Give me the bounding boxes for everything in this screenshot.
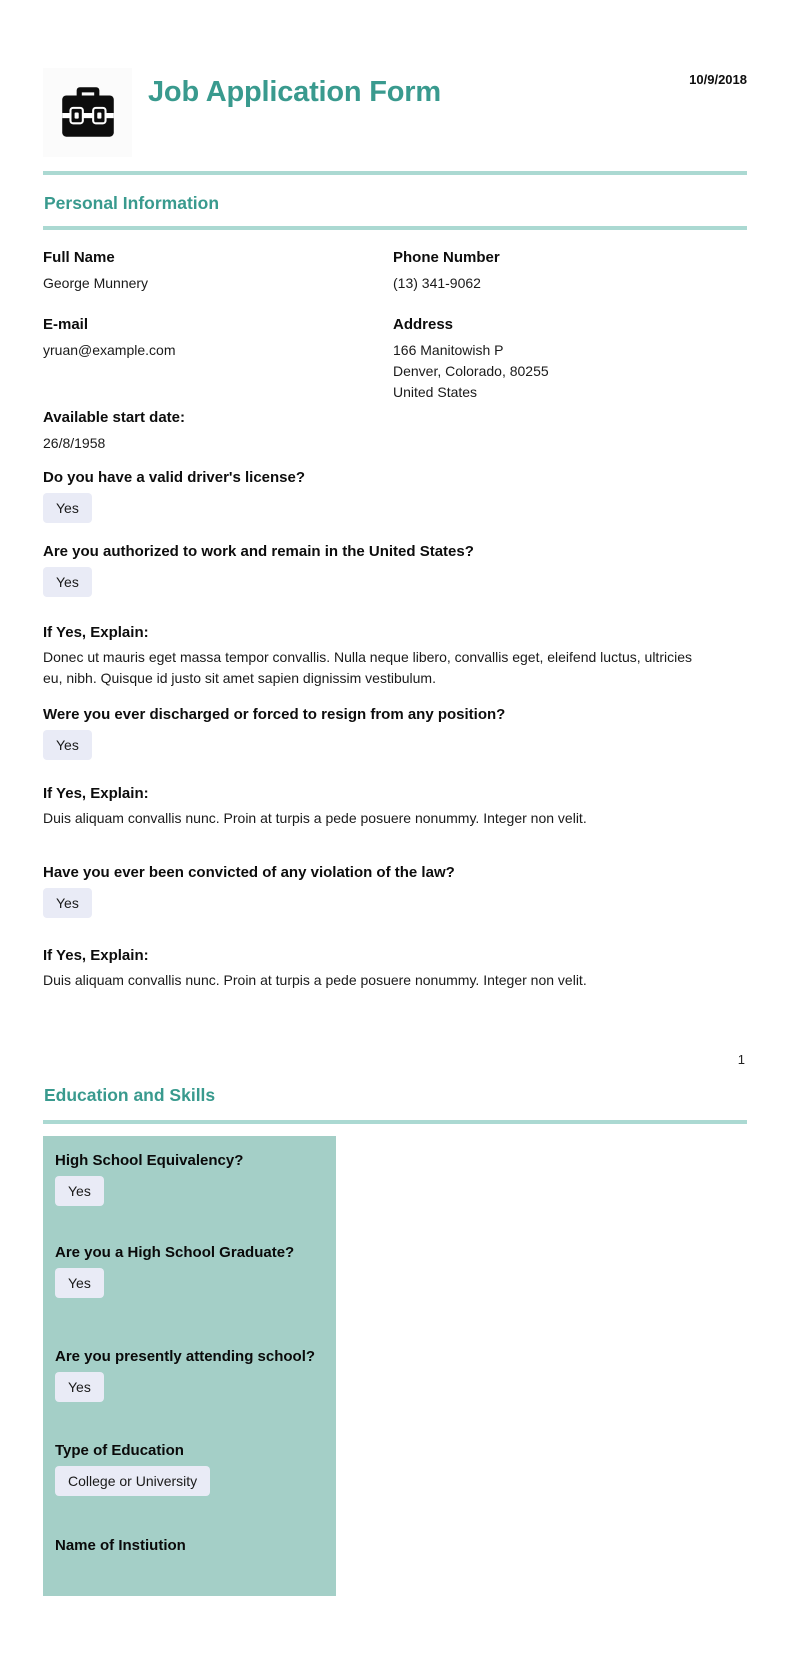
divider: [43, 1120, 747, 1124]
explain-label: If Yes, Explain:: [43, 947, 149, 964]
answer-chip-work-authorization[interactable]: Yes: [43, 567, 92, 597]
answer-chip-attending-school[interactable]: Yes: [55, 1372, 104, 1402]
answer-chip-drivers-license[interactable]: Yes: [43, 493, 92, 523]
field-start-date: [43, 409, 747, 454]
section-title-personal-information: Personal Information: [44, 193, 220, 213]
divider: [43, 171, 747, 175]
field-address: [393, 316, 747, 403]
answer-chip-type-of-education[interactable]: College or University: [55, 1466, 210, 1496]
question-discharged: Were you ever discharged or forced to resign from any position?: [43, 706, 506, 723]
field-label: Phone Number: [393, 249, 500, 266]
document-header: [43, 0, 747, 157]
explain-label: If Yes, Explain:: [43, 785, 149, 802]
field-value: yruan@example.com: [43, 342, 176, 358]
question-hs-graduate: Are you a High School Graduate?: [55, 1244, 295, 1261]
divider: [43, 226, 747, 230]
answer-chip-hs-equivalency[interactable]: Yes: [55, 1176, 104, 1206]
field-email: [43, 316, 393, 403]
section-title-education-and-skills: Education and Skills: [44, 1085, 216, 1105]
education-answers-panel: [43, 1136, 336, 1596]
answer-chip-discharged[interactable]: Yes: [43, 730, 92, 760]
briefcase-icon: [43, 68, 132, 157]
field-label: Available start date:: [43, 409, 185, 426]
question-drivers-license: Do you have a valid driver's license?: [43, 469, 306, 486]
field-value: [393, 340, 747, 403]
personal-fields-grid: [43, 249, 747, 403]
field-label: Full Name: [43, 249, 115, 266]
field-value: 26/8/1958: [43, 435, 106, 451]
field-label: E-mail: [43, 316, 89, 333]
explain-label: If Yes, Explain:: [43, 624, 149, 641]
explain-text: Duis aliquam convallis nunc. Proin at turpis a pede posuere nonummy. Integer non velit.: [43, 810, 587, 826]
address-line: Denver, Colorado, 80255: [393, 363, 549, 379]
field-type-of-education: Type of Education: [55, 1442, 184, 1459]
explain-text: Donec ut mauris eget massa tempor convallis. Nulla neque libero, convallis eget, eleifend luctus, ultricies eu, nibh. Quisque id justo sit amet sapien dignissim vestibulum.: [43, 649, 692, 686]
question-attending-school: Are you presently attending school?: [55, 1348, 316, 1365]
field-phone-number: [393, 249, 747, 294]
explain-text: Duis aliquam convallis nunc. Proin at turpis a pede posuere nonummy. Integer non velit.: [43, 972, 587, 988]
address-line: 166 Manitowish P: [393, 342, 504, 358]
field-label: Address: [393, 316, 454, 333]
field-full-name: [43, 249, 393, 294]
document-date: 10/9/2018: [689, 72, 747, 87]
field-value: (13) 341-9062: [393, 275, 481, 291]
answer-chip-convicted[interactable]: Yes: [43, 888, 92, 918]
address-line: United States: [393, 384, 478, 400]
page-title: Job Application Form: [148, 76, 441, 108]
question-work-authorization: Are you authorized to work and remain in the United States?: [43, 543, 474, 560]
page-number: 1: [737, 1052, 745, 1067]
question-convicted: Have you ever been convicted of any violation of the law?: [43, 864, 455, 881]
answer-chip-hs-graduate[interactable]: Yes: [55, 1268, 104, 1298]
field-value: George Munnery: [43, 275, 149, 291]
field-name-of-institution: Name of Instiution: [55, 1537, 186, 1554]
question-hs-equivalency: High School Equivalency?: [55, 1152, 244, 1169]
